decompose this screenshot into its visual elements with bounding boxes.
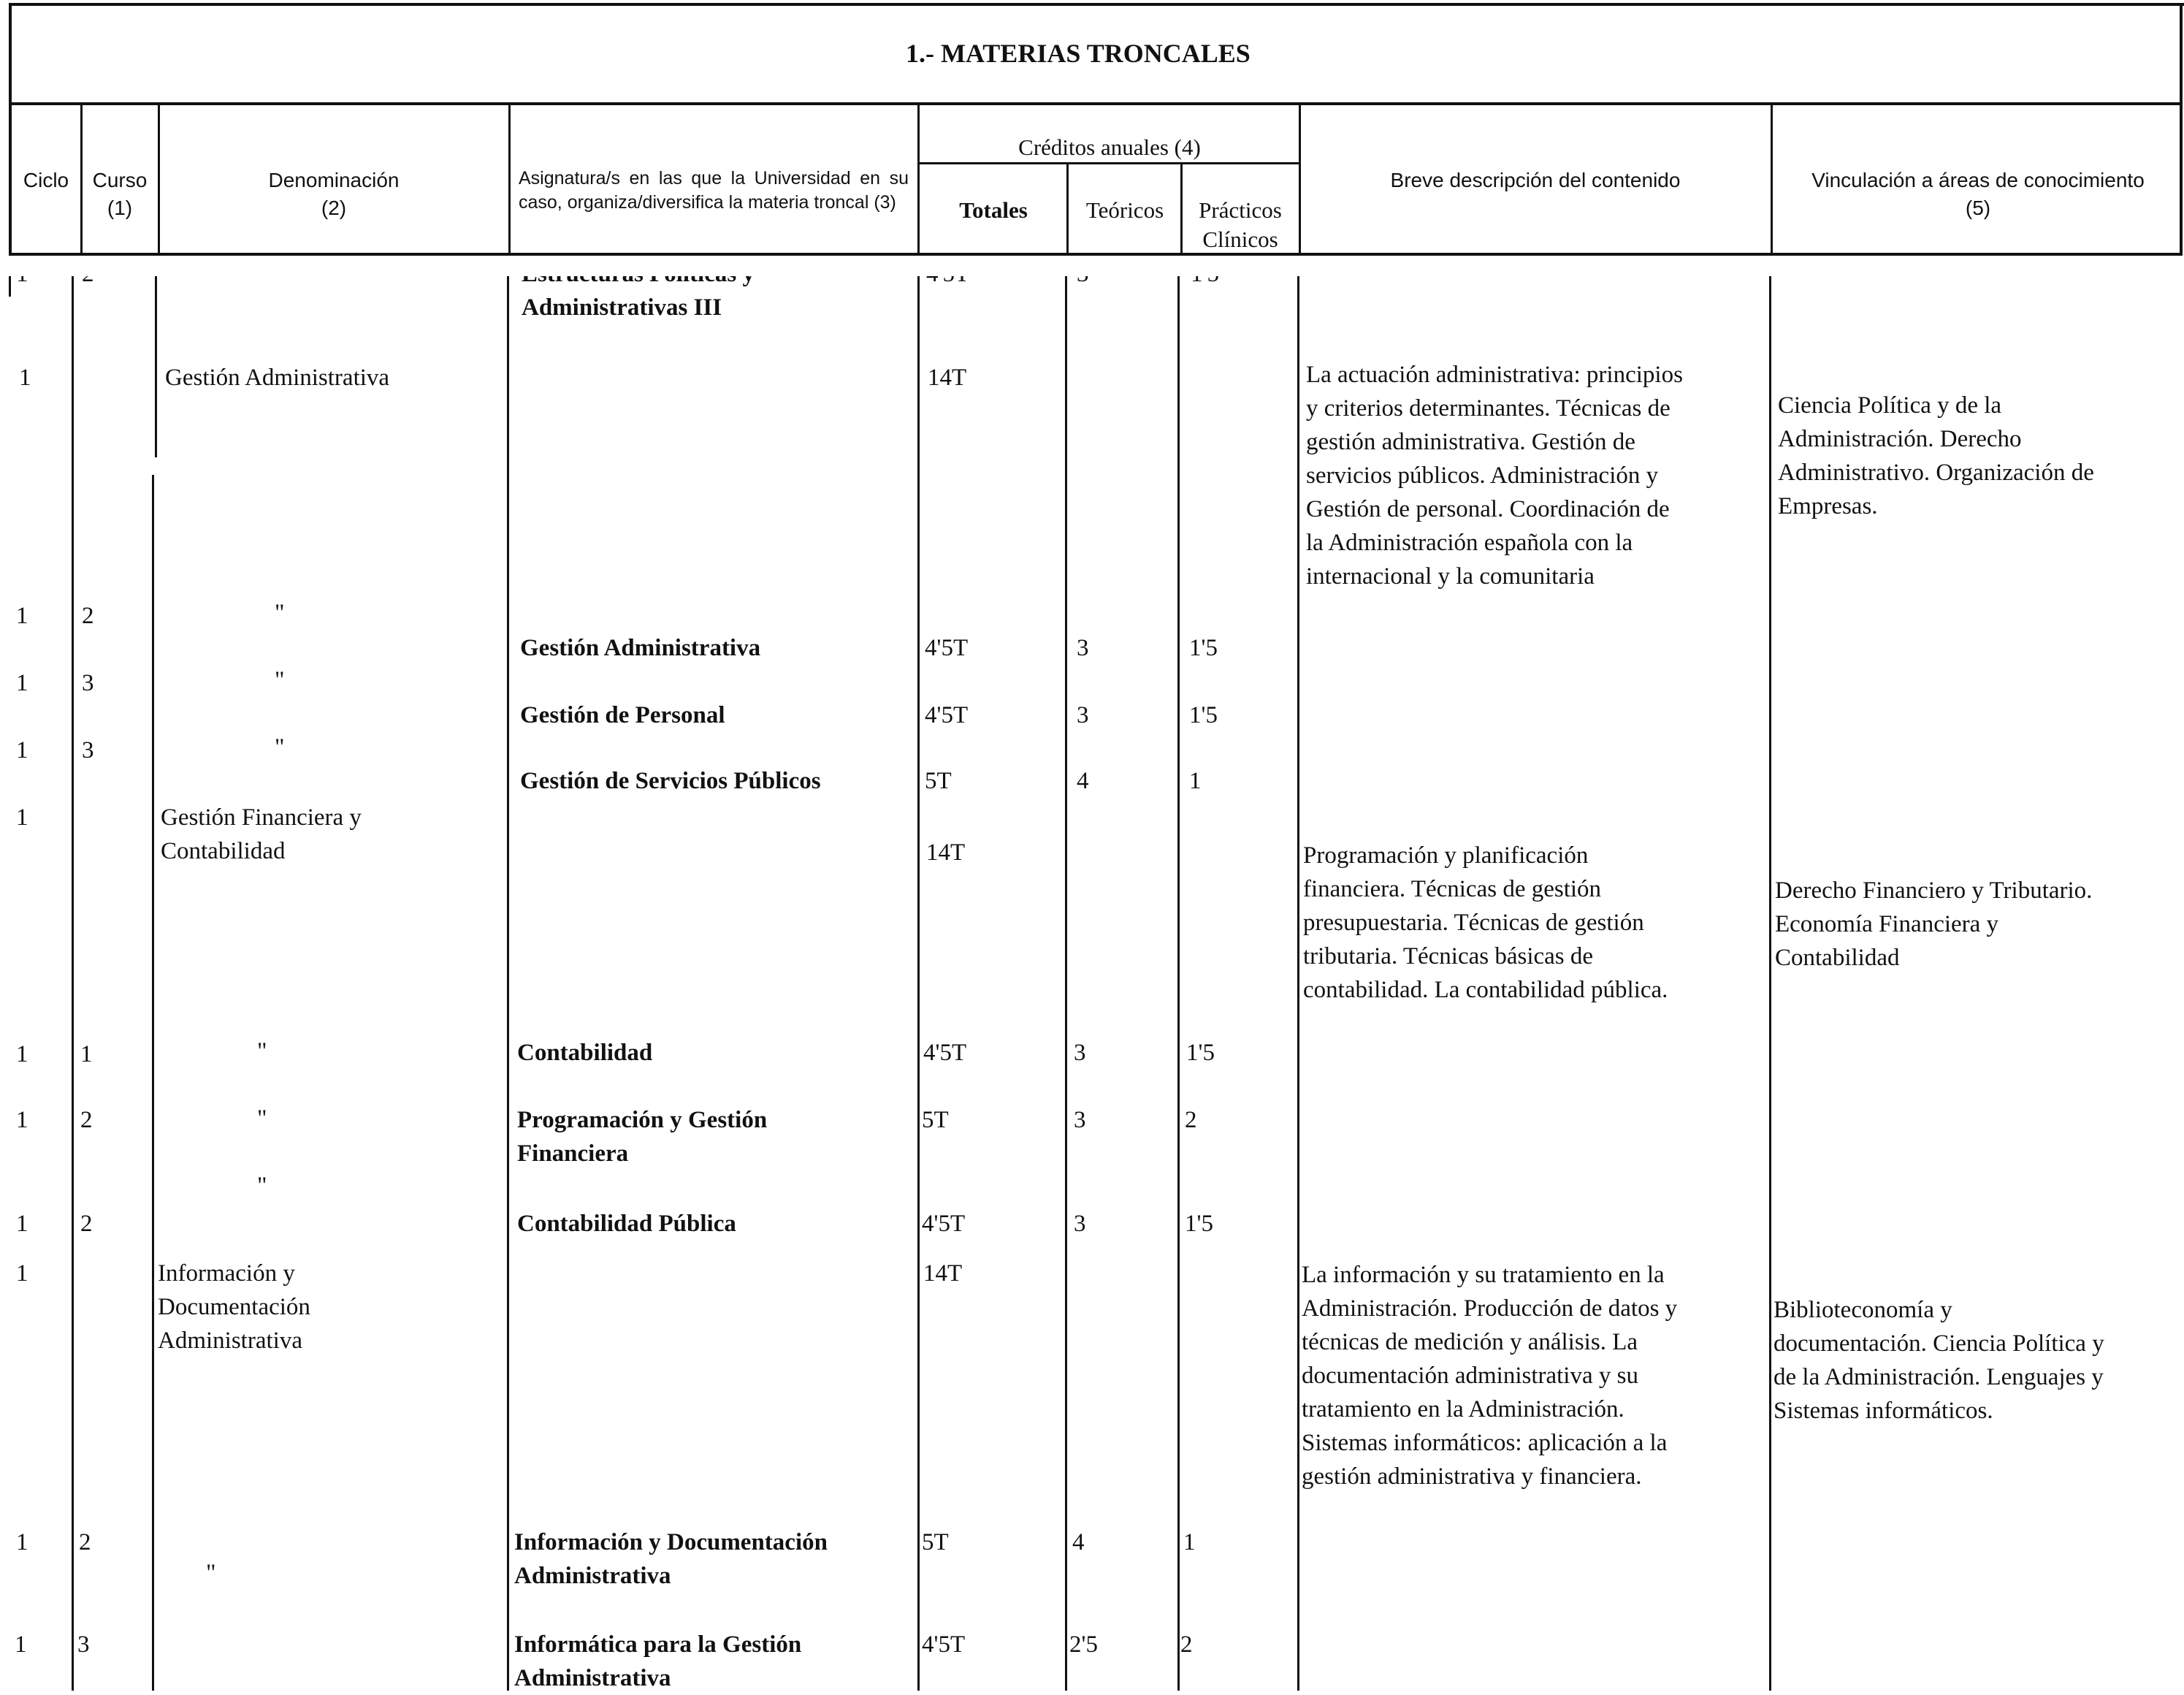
hdr-col-div-7 [1299, 102, 1301, 256]
row7-practicos: 2 [1185, 1107, 1197, 1133]
row3-practicos: 1'5 [1189, 702, 1218, 728]
row8-totales: 4'5T [922, 1211, 966, 1237]
row7-ciclo: 1 [16, 1107, 28, 1133]
header-teoricos: Teóricos [1085, 197, 1164, 223]
row11-ciclo: 1 [15, 1631, 27, 1658]
row3-ditto: " [275, 667, 285, 693]
row0-asignatura: Administrativas III [522, 294, 722, 321]
hdr-col-div-6 [1180, 164, 1183, 256]
header-bottom-border-2 [9, 253, 2183, 256]
row9-totales: 14T [923, 1260, 963, 1287]
cut-mask [0, 256, 2184, 276]
header-asignaturas: Asignatura/s en las que la Universidad en su caso, organiza/diversifica la materia troncal (3) [519, 168, 909, 213]
row11-teoricos: 2'5 [1069, 1631, 1098, 1658]
hdr-col-div-5 [1066, 164, 1069, 256]
header-curso: Curso (1) [92, 169, 148, 219]
body-col-div-6 [1177, 263, 1180, 1691]
row1-denominacion: Gestión Administrativa [165, 365, 390, 391]
row8-asignatura: Contabilidad Pública [517, 1211, 736, 1237]
header-totales: Totales [959, 197, 1028, 223]
row7-ditto: " [257, 1105, 267, 1132]
row2-ciclo: 1 [16, 603, 28, 629]
row10-ciclo: 1 [16, 1529, 28, 1555]
row4-asignatura: Gestión de Servicios Públicos [520, 768, 821, 794]
row4-teoricos: 4 [1077, 768, 1089, 794]
header-denominacion: Denominación (2) [268, 169, 400, 219]
body-col-div-2 [155, 275, 157, 457]
row10-totales: 5T [922, 1529, 949, 1555]
row3-totales: 4'5T [925, 702, 969, 728]
row11-curso: 3 [77, 1631, 90, 1658]
row9-vinculacion: Biblioteconomía y documentación. Ciencia Política y de la Administración. Lenguajes y Sistemas informáticos. [1773, 1297, 2104, 1424]
row4-ditto: " [275, 734, 285, 761]
row4-ciclo: 1 [16, 737, 28, 763]
row6-curso: 1 [80, 1041, 93, 1067]
row5-ciclo: 1 [16, 804, 28, 831]
header-descripcion: Breve descripción del contenido [1390, 169, 1681, 191]
hdr-col-div-8 [1771, 102, 1773, 256]
row5-denominacion: Gestión Financiera y Contabilidad [161, 804, 362, 864]
row2-ditto: " [275, 600, 285, 626]
row10-teoricos: 4 [1072, 1529, 1085, 1555]
row3-asignatura: Gestión de Personal [520, 702, 725, 728]
header-practicos: Prácticos Clínicos [1199, 197, 1282, 252]
row3-curso: 3 [82, 670, 94, 696]
row10-practicos: 1 [1183, 1529, 1196, 1555]
row10-ditto: " [206, 1560, 216, 1586]
row11-totales: 4'5T [922, 1631, 966, 1658]
title-row-divider [9, 102, 2183, 105]
row11-asignatura: Informática para la Gestión Administrativa [514, 1631, 802, 1691]
body-col-div-1 [72, 270, 74, 1691]
row2-totales: 4'5T [925, 635, 969, 661]
body-col-div-7 [1297, 275, 1299, 1691]
row2-curso: 2 [82, 603, 94, 629]
row2-asignatura: Gestión Administrativa [520, 635, 761, 661]
table-border-left [9, 3, 12, 255]
row6-ditto: " [257, 1038, 267, 1064]
row7-asignatura: Programación y Gestión Financiera [517, 1107, 768, 1167]
body-col-div-4 [917, 263, 920, 1691]
row9-denominacion: Información y Documentación Administrativa [158, 1260, 310, 1354]
row6-ciclo: 1 [16, 1041, 28, 1067]
row5-descripcion: Programación y planificación financiera. Técnicas de gestión presupuestaria. Técnicas de gestión tributaria. Técnicas básicas de contabilidad. La contabilidad pública. [1303, 842, 1668, 1003]
row10-asignatura: Información y Documentación Administrativa [514, 1529, 828, 1589]
hdr-col-div-3 [508, 102, 511, 256]
row6-practicos: 1'5 [1186, 1040, 1215, 1066]
creditos-subheader-divider [917, 162, 1300, 164]
row6-teoricos: 3 [1074, 1040, 1086, 1066]
row1-totales: 14T [928, 365, 967, 391]
row1-vinculacion: Ciencia Política y de la Administración. Derecho Administrativo. Organización de Empresas. [1778, 392, 2094, 519]
row8-curso: 2 [80, 1211, 93, 1237]
body-col-div-0 [9, 275, 11, 297]
row3-ciclo: 1 [16, 670, 28, 696]
row8-teoricos: 3 [1074, 1211, 1086, 1237]
header-ciclo: Ciclo [23, 169, 69, 191]
page-title: 1.- MATERIAS TRONCALES [906, 39, 1251, 68]
body-col-div-2b [152, 475, 154, 1691]
row4-curso: 3 [82, 737, 94, 763]
body-col-div-3 [507, 270, 509, 1691]
header-vinculacion: Vinculación a áreas de conocimiento (5) [1811, 169, 2145, 219]
row8-practicos: 1'5 [1185, 1211, 1213, 1237]
row2-teoricos: 3 [1077, 635, 1089, 661]
row4-totales: 5T [925, 768, 952, 794]
row5-vinculacion: Derecho Financiero y Tributario. Economía Financiera y Contabilidad [1775, 877, 2093, 971]
row9-descripcion: La información y su tratamiento en la Administración. Producción de datos y técnicas de medición y análisis. La documentación administrativa y su tratamiento en la Administración. Sistemas informáticos: aplicación a la gestión administrativa y financiera. [1302, 1262, 1678, 1490]
row5-totales: 14T [926, 839, 966, 866]
row7-ditto-extra: " [257, 1173, 267, 1199]
row3-teoricos: 3 [1077, 702, 1089, 728]
row10-curso: 2 [79, 1529, 91, 1555]
row2-practicos: 1'5 [1189, 635, 1218, 661]
header-creditos: Créditos anuales (4) [1018, 134, 1201, 160]
row8-ciclo: 1 [16, 1211, 28, 1237]
hdr-col-div-1 [80, 102, 83, 256]
row1-descripcion: La actuación administrativa: principios y criterios determinantes. Técnicas de gestión administrativa. Gestión de servicios públicos. Administración y Gestión de personal. Coordinación de la Administración española con la internacional y la comunitaria [1306, 362, 1683, 590]
body-col-div-8 [1769, 263, 1771, 1691]
table-border-top [9, 3, 2184, 6]
row7-teoricos: 3 [1074, 1107, 1086, 1133]
body-col-div-5 [1065, 263, 1067, 1691]
row9-ciclo: 1 [16, 1260, 28, 1287]
row11-practicos: 2 [1180, 1631, 1193, 1658]
hdr-col-div-4 [917, 102, 920, 256]
row6-asignatura: Contabilidad [517, 1040, 653, 1066]
row7-totales: 5T [922, 1107, 949, 1133]
row6-totales: 4'5T [923, 1040, 967, 1066]
row7-curso: 2 [80, 1107, 93, 1133]
row1-ciclo: 1 [19, 365, 31, 391]
hdr-col-div-2 [158, 102, 160, 256]
row4-practicos: 1 [1189, 768, 1202, 794]
